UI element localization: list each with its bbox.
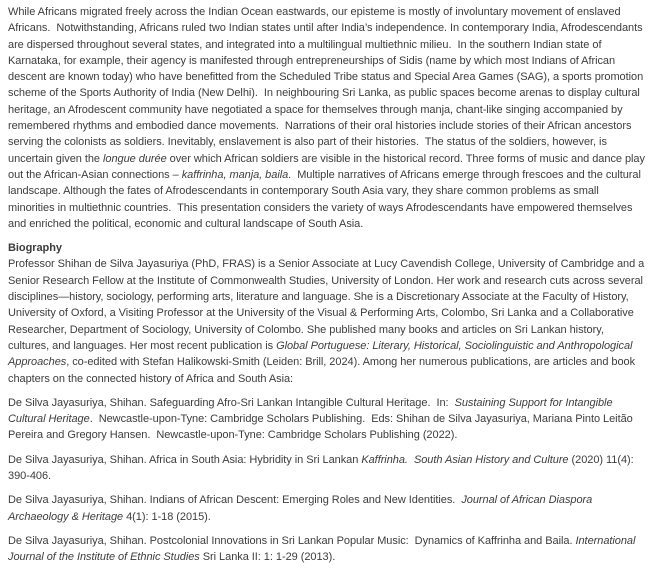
text-segment: longue durée [103,152,167,165]
publication-entry-2 [8,452,646,485]
text-segment: Global Portuguese: Literary, Historical, Sociolinguistic and Anthropological Approaches [8,339,636,369]
text-segment: kaffrinha, manja, baila [181,168,289,181]
publications-list [8,395,646,566]
text-segment: Journal of African Diaspora Archaeology & Heritage [8,494,595,523]
text-segment: De Silva Jayasuriya, Shihan. Indians of African Descent: Emerging Roles and New Identities. [8,494,462,507]
publication-entry-1 [8,395,646,444]
text-segment: . Newcastle-upon-Tyne: Cambridge Scholars Publishing. Eds: Shihan de Silva Jayasuriya, Mariana Pinto Leitão Pereira and Gregory Hansen. Newcastle-upon-Tyne: Cambridge Scholars Publishing (2022). [8,413,636,442]
text-segment: While Africans migrated freely across the Indian Ocean eastwards, our episteme is mostly of involuntary movement of enslaved Africans. Notwithstanding, Africans ruled two Indian states until after India’s independence. In contemporary India, Afrodescendants are dispersed throughout several states, and integrated into a multilingual multiethnic milieu. In the southern Indian state of Karnataka, for example, their agency is manifested through entrepreneurships of Sidis (name by which most Indians of African descent are known today) who have benefitted from the Scheduled Tribe status and Special Area Games (SAG), a sports promotion scheme of the Sports Authority of India (New Delhi). In neighbouring Sri Lanka, as public spaces become arenas to display cultural heritage, an Afrodescent community have negotiated a space for themselves through manja, chant-like singing accompanied by remembered rhythms and embodied dance movements. Narrations of their oral histories include stories of their African ancestors serving the colonists as soldiers. Inevitably, enslavement is also part of their histories. The status of the soldiers, however, is uncertain given the [8,6,647,165]
text-segment: over which African soldiers are visible in the historical record. Three forms of music and dance play out the African-Asian connections – [8,152,648,181]
text-segment: De Silva Jayasuriya, Shihan. Postcolonial Innovations in Sri Lankan Popular Music: Dynamics of Kaffrinha and Baila. [8,534,576,547]
publication-entry-4 [8,533,646,566]
text-segment: De Silva Jayasuriya, Shihan. Safeguarding Afro-Sri Lankan Intangible Cultural Heritage. In: [8,396,455,409]
biography-section [8,240,646,387]
text-segment: De Silva Jayasuriya, Shihan. Africa in South Asia: Hybridity in Sri Lankan [8,453,362,466]
biography-paragraph [8,256,646,386]
text-segment: 4(1): 1-18 (2015). [123,510,211,523]
text-segment: Kaffrinha. [361,453,408,466]
text-segment: International Journal of the Institute of Ethnic Studies [8,534,639,564]
text-segment: , co-edited with Stefan Halikowski-Smith (Leiden: Brill, 2024). Among her numerous publications, are articles and book chapters on the connected history of Africa and South Asia: [8,356,639,385]
publication-entry-3 [8,492,646,525]
text-segment: (2020) 11(4): 390-406. [8,453,637,483]
text-segment: . Multiple narratives of Africans emerge through frescoes and the cultural landscape. Although the fates of Afrodescendants in contemporary South Asia vary, they share common problems as small minorities in multiethnic countries. This presentation considers the variety of ways Afrodescendants have empowered themselves and enriched the political, economic and cultural landscape of South Asia. [8,168,644,230]
text-segment: Professor Shihan de Silva Jayasuriya (PhD, FRAS) is a Senior Associate at Lucy Cavendish College, University of Cambridge and a Senior Research Fellow at the Institute of Commonwealth Studies, University of London. Her work and research cuts across several disciplines—history, sociology, performing arts, literature and language. She is a Discretionary Associate at the Faculty of History, University of Oxford, a Visiting Professor at the University of the Visual & Performing Arts, Colombo, Sri Lanka and a Collaborative Researcher, Department of Sociology, University of Colombo. She published many books and articles on Sri Lankan history, cultures, and languages. Her most recent publication is [8,258,648,352]
text-segment: South Asian History and Culture [413,453,569,466]
abstract-paragraph [8,4,646,232]
text-segment: Sustaining Support for Intangible Cultural Heritage [8,396,616,426]
biography-heading: Biography [8,242,62,255]
text-segment: Sri Lanka II: 1: 1-29 (2013). [199,551,336,564]
